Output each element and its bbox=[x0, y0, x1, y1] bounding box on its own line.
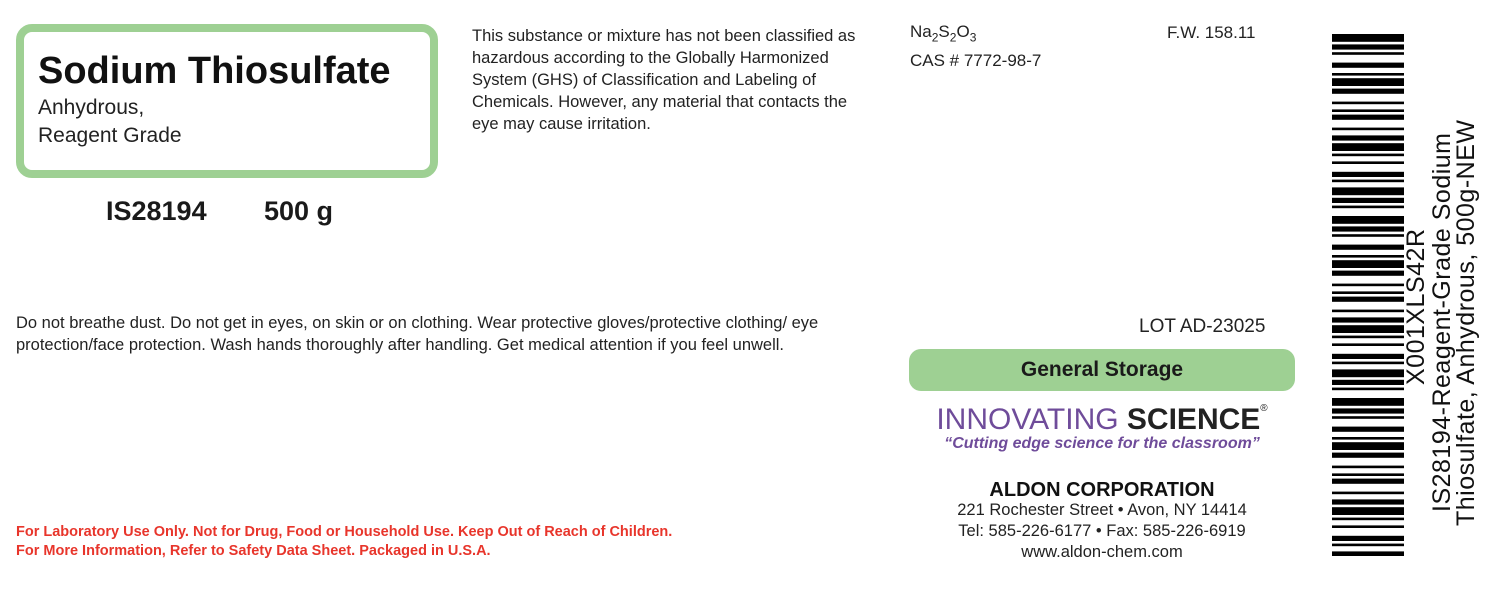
barcode-bar bbox=[1332, 325, 1404, 333]
barcode-bar bbox=[1332, 499, 1404, 504]
product-title-box bbox=[16, 24, 438, 178]
barcode-bar bbox=[1332, 479, 1404, 484]
barcode-bar bbox=[1332, 135, 1404, 140]
barcode-bar bbox=[1332, 291, 1404, 294]
barcode-bar bbox=[1332, 466, 1404, 469]
barcode-description-line-1: IS28194-Reagent-Grade Sodium bbox=[1428, 132, 1456, 512]
company-address: 221 Rochester Street • Avon, NY 14414 bbox=[957, 501, 1247, 519]
barcode-bar bbox=[1332, 63, 1404, 68]
barcode-bar bbox=[1332, 408, 1404, 413]
barcode-bar bbox=[1332, 544, 1404, 547]
brand-word-innovating: INNOVATING bbox=[936, 403, 1119, 436]
cas-number: CAS # 7772-98-7 bbox=[910, 51, 1042, 70]
barcode-bar bbox=[1332, 198, 1404, 203]
barcode-bar bbox=[1332, 380, 1404, 385]
brand-word-science: SCIENCE bbox=[1126, 403, 1261, 436]
chemical-formula: $Na_2S_2O_3$ bbox=[910, 22, 977, 45]
barcode-description-line-2: Thiosulfate, Anhydrous, 500g-NEW bbox=[1452, 119, 1480, 526]
lot-number: LOT AD-23025 bbox=[1139, 316, 1266, 337]
hazard-statement: This substance or mixture has not been classified as hazardous according to the Globally Harmonized System (GHS) of Classification and Labeling of Chemicals. However, any material that contacts the eye may cause irritation. bbox=[472, 27, 856, 133]
barcode-bar bbox=[1332, 109, 1404, 112]
barcode-bar bbox=[1332, 154, 1404, 157]
catalog-number: IS28194 bbox=[106, 196, 207, 226]
barcode-bar bbox=[1332, 226, 1404, 231]
barcode-bar bbox=[1332, 473, 1404, 476]
barcode-bar bbox=[1332, 492, 1404, 495]
barcode-bar bbox=[1332, 442, 1404, 450]
barcode-bar bbox=[1332, 260, 1404, 268]
company-website: www.aldon-chem.com bbox=[1021, 543, 1183, 561]
barcode-bar bbox=[1332, 388, 1404, 391]
barcode-bar bbox=[1332, 398, 1404, 406]
barcode-bar bbox=[1332, 187, 1404, 195]
barcode-bar bbox=[1332, 416, 1404, 419]
barcode-bar bbox=[1332, 336, 1404, 339]
barcode-bar bbox=[1332, 44, 1404, 49]
product-size: 500 g bbox=[264, 196, 334, 226]
barcode-bar bbox=[1332, 369, 1404, 377]
barcode-bar bbox=[1332, 115, 1404, 120]
barcode-bar bbox=[1332, 89, 1404, 94]
registered-mark: ® bbox=[1260, 403, 1268, 414]
barcode-bar bbox=[1332, 180, 1404, 183]
warning-line-2: For More Information, Refer to Safety Data Sheet. Packaged in U.S.A. bbox=[16, 543, 491, 559]
formula-weight: F.W. 158.11 bbox=[1167, 23, 1256, 42]
company-phone: Tel: 585-226-6177 • Fax: 585-226-6919 bbox=[958, 522, 1246, 540]
product-name: Sodium Thiosulfate bbox=[38, 50, 391, 92]
product-grade: Reagent Grade bbox=[38, 124, 182, 147]
barcode-code: X001XLS42R bbox=[1402, 228, 1430, 385]
barcode-bar bbox=[1332, 518, 1404, 521]
barcode-bar bbox=[1332, 284, 1404, 287]
barcode-bar bbox=[1332, 234, 1404, 237]
barcode-bar bbox=[1332, 343, 1404, 346]
barcode-bar bbox=[1332, 453, 1404, 458]
barcode-bar bbox=[1332, 34, 1404, 42]
product-form: Anhydrous, bbox=[38, 96, 145, 119]
storage-badge: General Storage bbox=[909, 349, 1295, 391]
barcode-bar bbox=[1332, 354, 1404, 359]
barcode-bar bbox=[1332, 271, 1404, 276]
brand-logo bbox=[909, 403, 1295, 437]
barcode-bar bbox=[1332, 172, 1404, 177]
barcode-bar bbox=[1332, 143, 1404, 151]
barcode-bar bbox=[1332, 102, 1404, 105]
barcode-bar bbox=[1332, 427, 1404, 432]
barcode-bar bbox=[1332, 206, 1404, 209]
barcode-bar bbox=[1332, 310, 1404, 313]
barcode-bar bbox=[1332, 362, 1404, 365]
precaution-statement: Do not breathe dust. Do not get in eyes, on skin or on clothing. Wear protective gloves/protective clothing/ eye protection/face protection. Wash hands thoroughly after handling. Get medical attention if you feel unwell. bbox=[16, 314, 819, 354]
barcode-bar bbox=[1332, 245, 1404, 250]
barcode-bar bbox=[1332, 255, 1404, 258]
barcode-bar bbox=[1332, 216, 1404, 224]
barcode-bar bbox=[1332, 551, 1404, 556]
barcode bbox=[1332, 34, 1404, 556]
barcode-bar bbox=[1332, 297, 1404, 302]
barcode-bar bbox=[1332, 78, 1404, 86]
barcode-bar bbox=[1332, 437, 1404, 440]
warning-line-1: For Laboratory Use Only. Not for Drug, Food or Household Use. Keep Out of Reach of Children. bbox=[16, 524, 673, 540]
barcode-bar bbox=[1332, 317, 1404, 322]
barcode-bar bbox=[1332, 507, 1404, 515]
barcode-bar bbox=[1332, 128, 1404, 131]
barcode-bar bbox=[1332, 525, 1404, 528]
barcode-bar bbox=[1332, 536, 1404, 541]
barcode-bar bbox=[1332, 52, 1404, 55]
barcode-bar bbox=[1332, 73, 1404, 76]
barcode-bar bbox=[1332, 161, 1404, 164]
company-name: ALDON CORPORATION bbox=[989, 479, 1215, 501]
brand-tagline: “Cutting edge science for the classroom” bbox=[944, 435, 1260, 452]
